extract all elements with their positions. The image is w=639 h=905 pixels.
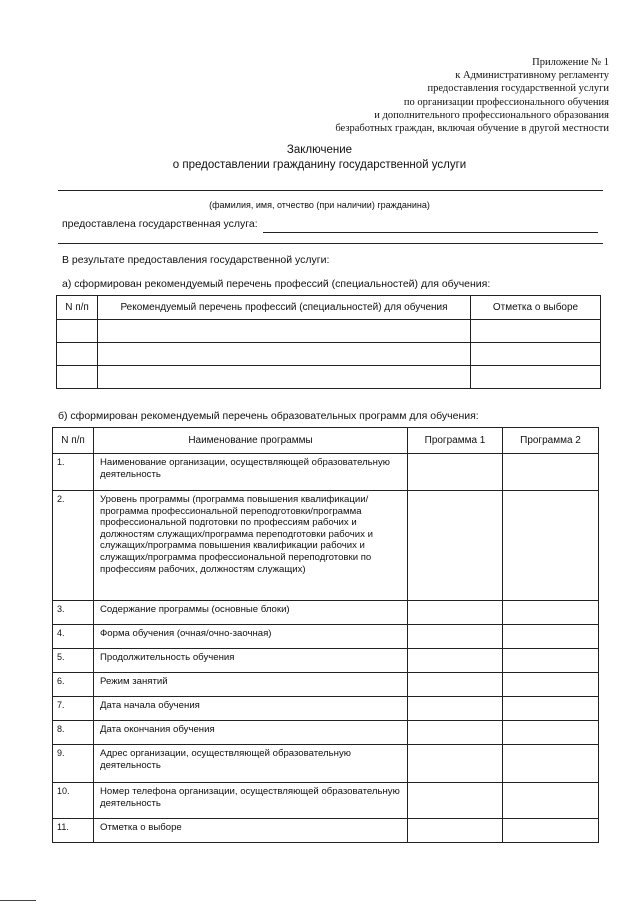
row-label: Уровень программы (программа повышения квалификации/программа профессиональной переподготовки/программа профессиональной подготовки по профессиям рабочих и должностям служащих/программа переподготовки рабочих и служащих/программа повышения квалификации рабочих и служащих/программа профессиональной переподготовки по профессиям рабочих, должностям служащих) <box>94 491 408 601</box>
row-label: Номер телефона организации, осуществляющей образовательную деятельность <box>94 783 408 819</box>
appendix-line: по организации профессионального обучения <box>403 96 609 108</box>
program1-cell[interactable] <box>408 783 503 819</box>
section-a-caption: а) сформирован рекомендуемый перечень профессий (специальностей) для обучения: <box>62 278 491 290</box>
cell-num[interactable] <box>57 320 98 343</box>
col-num-header: N п/п <box>57 296 98 320</box>
table-row <box>53 625 599 649</box>
program1-cell[interactable] <box>408 491 503 601</box>
table-row <box>53 819 599 843</box>
table-row <box>53 649 599 673</box>
program1-cell[interactable] <box>408 819 503 843</box>
cell-mark[interactable] <box>471 320 601 343</box>
row-number: 2. <box>53 491 94 601</box>
appendix-line: к Административному регламенту <box>455 70 609 82</box>
row-label: Режим занятий <box>94 673 408 697</box>
result-intro: В результате предоставления государственной услуги: <box>62 254 330 266</box>
cell-mark[interactable] <box>471 343 601 366</box>
table-header-row <box>53 428 599 454</box>
table-row <box>53 454 599 491</box>
appendix-line: Приложение № 1 <box>532 57 609 68</box>
section-b-caption: б) сформирован рекомендуемый перечень образовательных программ для обучения: <box>58 410 479 422</box>
program1-cell[interactable] <box>408 454 503 491</box>
table-row <box>53 601 599 625</box>
extra-underline <box>58 243 603 244</box>
professions-table <box>56 295 601 389</box>
table-row <box>57 320 601 343</box>
cell-num[interactable] <box>57 343 98 366</box>
row-number: 4. <box>53 625 94 649</box>
appendix-line: предоставления государственной услуги <box>427 83 609 95</box>
row-number: 3. <box>53 601 94 625</box>
row-number: 1. <box>53 454 94 491</box>
program1-cell[interactable] <box>408 745 503 783</box>
program1-cell[interactable] <box>408 601 503 625</box>
program1-cell[interactable] <box>408 625 503 649</box>
appendix-line: безработных граждан, включая обучение в другой местности <box>335 123 609 135</box>
programs-table <box>52 427 599 843</box>
cell-profession[interactable] <box>98 366 471 389</box>
cell-profession[interactable] <box>98 320 471 343</box>
row-label: Дата окончания обучения <box>94 721 408 745</box>
appendix-header <box>335 56 609 135</box>
appendix-line: и дополнительного профессионального образования <box>374 109 609 121</box>
program2-cell[interactable] <box>503 625 599 649</box>
program2-cell[interactable] <box>503 454 599 491</box>
row-label: Наименование организации, осуществляющей образовательную деятельность <box>94 454 408 491</box>
table-header-row <box>57 296 601 320</box>
table-row <box>57 366 601 389</box>
program1-cell[interactable] <box>408 721 503 745</box>
row-number: 8. <box>53 721 94 745</box>
program2-cell[interactable] <box>503 491 599 601</box>
service-underline <box>263 232 598 233</box>
row-number: 6. <box>53 673 94 697</box>
program1-cell[interactable] <box>408 649 503 673</box>
table-row <box>53 697 599 721</box>
col-num-header: N п/п <box>53 428 94 454</box>
cell-mark[interactable] <box>471 366 601 389</box>
row-label: Содержание программы (основные блоки) <box>94 601 408 625</box>
row-label: Дата начала обучения <box>94 697 408 721</box>
row-number: 9. <box>53 745 94 783</box>
table-row <box>53 673 599 697</box>
row-number: 7. <box>53 697 94 721</box>
program1-cell[interactable] <box>408 673 503 697</box>
program2-cell[interactable] <box>503 745 599 783</box>
fio-caption: (фамилия, имя, отчество (при наличии) гражданина) <box>209 200 430 210</box>
document-title: Заключение <box>286 144 353 156</box>
cell-profession[interactable] <box>98 343 471 366</box>
fio-underline <box>58 190 603 191</box>
col-program2-header: Программа 2 <box>503 428 599 454</box>
program2-cell[interactable] <box>503 697 599 721</box>
row-number: 5. <box>53 649 94 673</box>
document-subtitle: о предоставлении гражданину государственной услуги <box>172 159 467 171</box>
table-row <box>57 343 601 366</box>
row-label: Отметка о выборе <box>94 819 408 843</box>
program2-cell[interactable] <box>503 649 599 673</box>
row-label: Продолжительность обучения <box>94 649 408 673</box>
table-row <box>53 721 599 745</box>
col-name-header: Наименование программы <box>94 428 408 454</box>
row-label: Адрес организации, осуществляющей образовательную деятельность <box>94 745 408 783</box>
program2-cell[interactable] <box>503 721 599 745</box>
col-mark-header: Отметка о выборе <box>471 296 601 320</box>
cell-num[interactable] <box>57 366 98 389</box>
program2-cell[interactable] <box>503 819 599 843</box>
table-row <box>53 745 599 783</box>
col-list-header: Рекомендуемый перечень профессий (специальностей) для обучения <box>98 296 471 320</box>
program2-cell[interactable] <box>503 673 599 697</box>
col-program1-header: Программа 1 <box>408 428 503 454</box>
row-number: 10. <box>53 783 94 819</box>
program2-cell[interactable] <box>503 783 599 819</box>
program1-cell[interactable] <box>408 697 503 721</box>
table-row <box>53 491 599 601</box>
table-row <box>53 783 599 819</box>
row-number: 11. <box>53 819 94 843</box>
service-provided-label: предоставлена государственная услуга: <box>62 218 258 230</box>
row-label: Форма обучения (очная/очно-заочная) <box>94 625 408 649</box>
page-edge-mark <box>0 900 36 901</box>
program2-cell[interactable] <box>503 601 599 625</box>
